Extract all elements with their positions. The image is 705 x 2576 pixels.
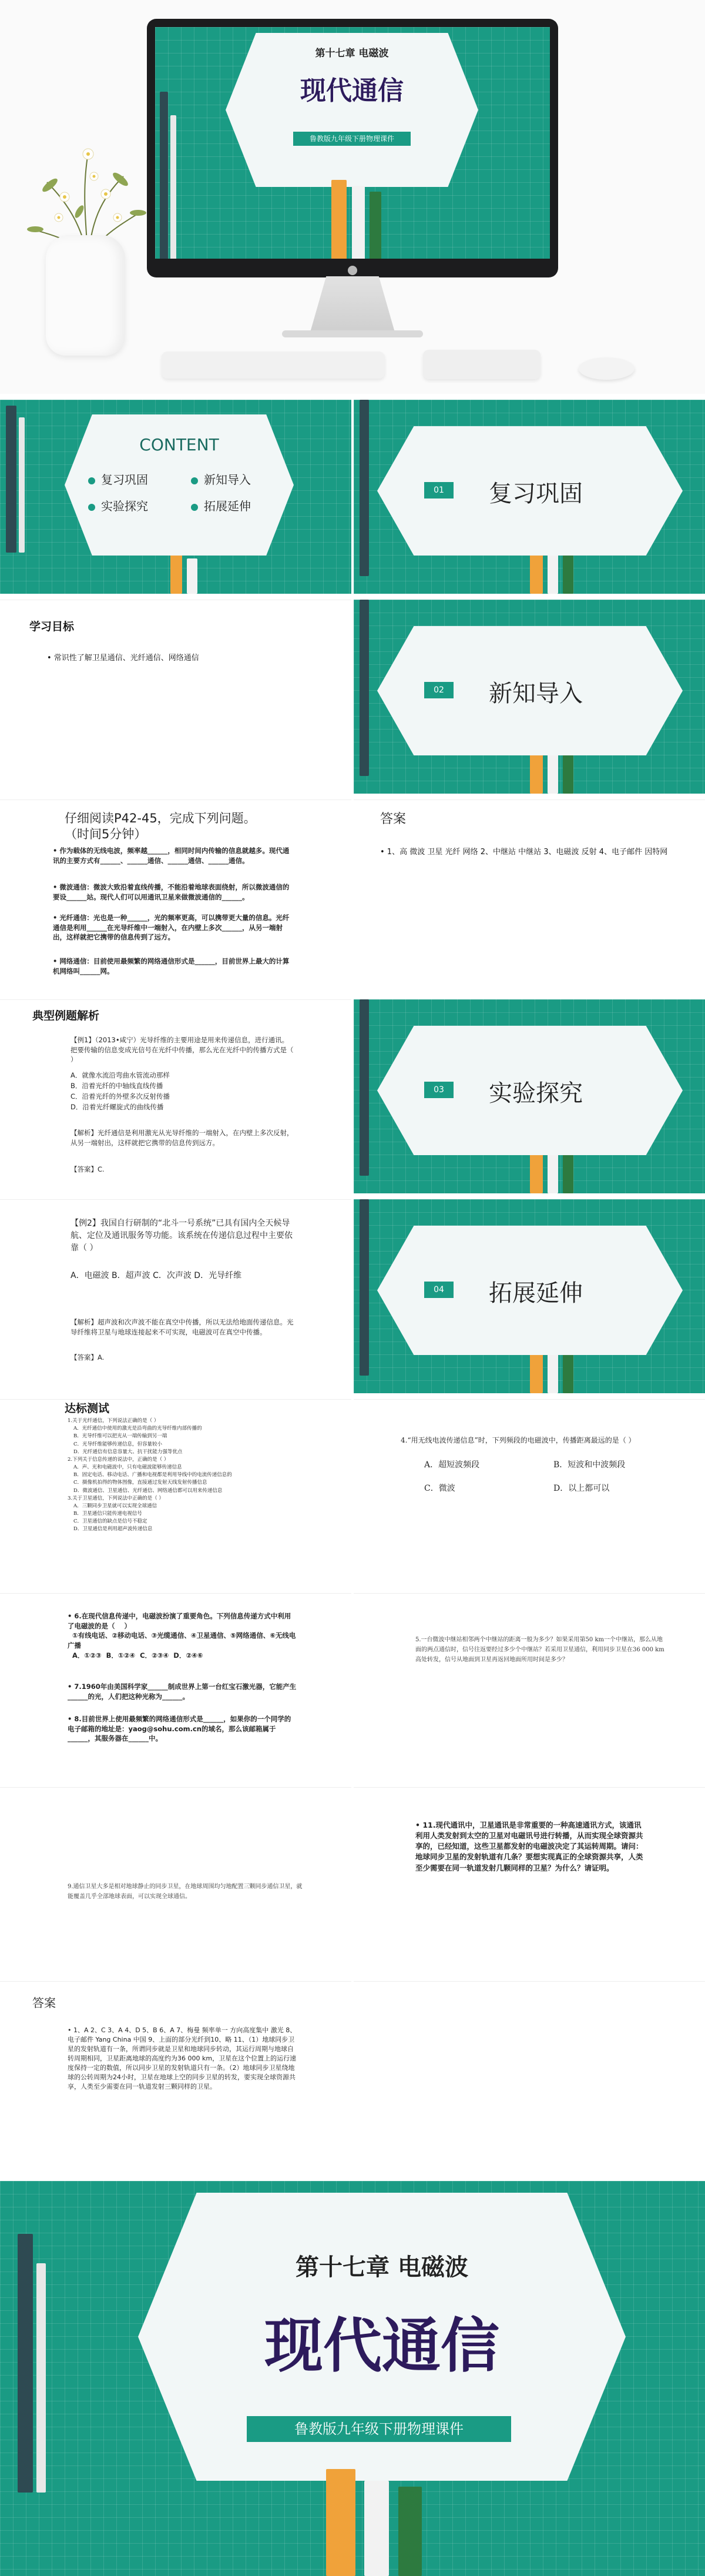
apple-icon: [348, 266, 357, 275]
example-option: B．沿着光纤的中轴线直线传播: [70, 1082, 163, 1090]
slide-section-02[interactable]: [354, 600, 705, 794]
example-analysis: 【解析】光纤通信是利用激光从光导纤维的一端射入，在内壁上多次反射，从另一端射出，这样就把它携带的信息传到远方。: [70, 1129, 294, 1147]
reading-item: • 作为载体的无线电波，频率越______，相同时间内传输的信息就越多。现代通讯的主要方式有______、______通信、______通信、______通信。: [53, 847, 290, 865]
section-name: 实验探究: [489, 1080, 583, 1107]
test-line: D．微波通信、卫星通信、光纤通信、网络通信都可以用来传递信息: [73, 1487, 223, 1494]
slide-q4[interactable]: [354, 1399, 705, 1587]
slide-example-1[interactable]: [0, 999, 351, 1193]
pencil-decoration: [331, 180, 347, 259]
slide-q11[interactable]: [354, 1787, 705, 1975]
pencil-decoration: [170, 115, 176, 259]
pencil-decoration: [360, 999, 369, 1176]
reading-item: • 网络通信：目前使用最频繁的网络通信形式是______，目前世界上最大的计算机网络叫______网。: [53, 957, 290, 975]
pencil-decoration: [187, 558, 197, 594]
section-name: 拓展延伸: [489, 1280, 583, 1307]
bullet-dot-icon: [88, 477, 95, 484]
pencil-decoration: [170, 553, 182, 594]
q4-option: B．短波和中波频段: [553, 1460, 626, 1470]
pencil-decoration: [352, 186, 365, 259]
example-answer: 【答案】C.: [70, 1165, 105, 1173]
monitor-stand: [306, 276, 400, 332]
test-line: C．光导纤维能够传递信息，但容量较小: [73, 1441, 163, 1447]
monitor-base: [282, 330, 423, 337]
goals-title: 学习目标: [29, 620, 75, 633]
q5-question: 5.一台微波中继站相邻两个中继站的距离一般为多少？如果采用第50 km一个中继站，那么从地面的两点通信时，信号往返要经过多少个中继站？若采用卫星通信，利用同步卫星在36 000 km高处转发，信号从地面到卫星再返回地面所用时间是多少？: [415, 1637, 664, 1663]
slide-answer-1[interactable]: [354, 799, 705, 993]
cover-title: 现代通信: [300, 76, 404, 106]
example-option: C．沿着光纤的外壁多次反射传播: [70, 1092, 170, 1100]
test-line: 1.关于光纤通信，下列说法正确的是（ ）: [68, 1418, 159, 1424]
q9-question: 9.通信卫星大多是相对地球静止的同步卫星，在地球周围均匀地配置三颗同步通信卫星，就能覆盖几乎全部地球表面，可以实现全球通信。: [68, 1884, 303, 1900]
test-line: C．卫星通信的缺点是信号不稳定: [73, 1518, 147, 1525]
bullet-dot-icon: [88, 504, 95, 511]
test-line: A．三颗同步卫星就可以实现全球通信: [73, 1503, 157, 1509]
q4-option: C．微波: [424, 1484, 455, 1493]
contents-item[interactable]: 实验探究: [88, 497, 148, 514]
contents-item[interactable]: 拓展延伸: [191, 497, 251, 514]
example-analysis: 【解析】超声波和次声波不能在真空中传播，所以无法给地面传递信息。光导纤维将卫星与地球连接起来不可实现，电磁波可在真空中传播。: [70, 1318, 294, 1336]
fill-question: • 8.目前世界上使用最频繁的网络通信形式是______，如果你的一个同学的电子邮箱的地址是：yaog@sohu.com.cn的域名，那么该邮箱属于______，其服务器在______中。: [68, 1715, 291, 1743]
vase: [46, 235, 125, 356]
hero-mockup: [0, 0, 705, 394]
slide-section-04[interactable]: [354, 1199, 705, 1393]
slide-example-2[interactable]: [0, 1199, 351, 1393]
section-number-badge: 01: [424, 482, 454, 499]
example-title: 典型例题解析: [32, 1009, 100, 1022]
example-options: A．电磁波 B．超声波 C．次声波 D．光导纤维: [70, 1271, 242, 1280]
section-name: 复习巩固: [489, 480, 583, 507]
slide-q5[interactable]: [354, 1593, 705, 1781]
cover-title: 现代通信: [264, 2311, 499, 2380]
answer-title: 答案: [32, 1996, 56, 2010]
slide-blank[interactable]: [354, 1981, 705, 2175]
section-name: 新知导入: [489, 680, 583, 707]
test-line: 3.关于卫星通信，下列说法中正确的是（ ）: [68, 1495, 164, 1501]
pencil-decoration: [19, 417, 25, 553]
reading-item: • 微波通信：微波大致沿着直线传播，不能沿着地球表面绕射，所以微波通信的要设______站。现代人们可以用通讯卫星来做微波通信的______。: [53, 883, 290, 901]
slide-goals[interactable]: [0, 600, 351, 794]
test-line: A．光纤通信中使用的激光是沿弯曲的光导纤维内部传播的: [73, 1426, 202, 1432]
reading-time: （时间5分钟）: [65, 827, 147, 841]
example-option: A．就像水流沿弯曲水管流动那样: [70, 1071, 170, 1079]
slide-contents[interactable]: [0, 400, 351, 594]
q11-question: • 11.现代通讯中，卫星通讯是非常重要的一种高速通讯方式，该通讯利用人类发射到太空的卫星对电磁讯号进行转播，从而实现全球资源共享的，已经知道，这些卫星都发射的电磁波决定了其运转周期。请问：地球同步卫星的发射轨道有几条？要想实现真正的全球资源共享，人类至少需要在同一轨道发射几颗同样的卫星？为什么？请证明。: [415, 1821, 643, 1872]
section-number-badge: 04: [424, 1282, 454, 1298]
test-line: B．卫星通信只能传递电视信号: [73, 1511, 142, 1517]
q4-question: 4.“用无线电波传递信息”时，下列频段的电磁波中，传播距离最远的是（ ）: [401, 1436, 636, 1444]
trackpad: [423, 350, 540, 379]
test-line: A．声、光和电磁波中，只有电磁波能够传递信息: [73, 1464, 182, 1471]
slide-section-01[interactable]: [354, 400, 705, 594]
cover-chapter: 第十七章 电磁波: [296, 2253, 468, 2281]
fill-question: • 6.在现代信息传递中，电磁波扮演了重要角色。下列信息传递方式中利用了电磁波的是（ ） ①有线电话、②移动电话、③光缆通信、④卫星通信、⑤网络通信、⑥无线电广播 A．①②③ B．①②④ C．②③④ D．②④⑥: [68, 1612, 296, 1660]
fill-question: • 7.1960年由美国科学家______制成世界上第一台红宝石激光器，它能产生______的光，人们把这种光称为______。: [68, 1682, 297, 1701]
slide-section-03[interactable]: [354, 999, 705, 1193]
bullet-dot-icon: [191, 504, 198, 511]
slide-answer-2[interactable]: [0, 1981, 351, 2175]
pencil-decoration: [360, 600, 369, 776]
slide-test[interactable]: [0, 1399, 351, 1587]
pencil-decoration: [370, 192, 381, 259]
slide-q6-8[interactable]: [0, 1593, 351, 1781]
q4-option: A．超短波频段: [424, 1460, 480, 1470]
contents-item[interactable]: 新知导入: [191, 470, 251, 487]
contents-item[interactable]: 复习巩固: [88, 470, 148, 487]
section-number-badge: 03: [424, 1082, 454, 1098]
pencil-decoration: [6, 406, 16, 553]
bullet-dot-icon: [191, 477, 198, 484]
pencil-decoration: [326, 2469, 355, 2576]
example-question: 【例2】我国自行研制的“北斗一号系统”已具有国内全天候导航、定位及通讯服务等功能。该系统在传递信息过程中主要依靠（ ）: [70, 1219, 293, 1253]
pencil-decoration: [360, 1199, 369, 1376]
pencil-decoration: [360, 400, 369, 576]
example-question: 【例1】（2013•咸宁）光导纤维的主要用途是用来传递信息，进行通讯。把要传输的信息变成光信号在光纤中传播，那么光在光纤中的传播方式是（ ）: [70, 1036, 294, 1064]
answer-text: • 1、A 2、C 3、A 4、D 5、B 6、A 7、梅曼 频率单一 方向高度集中 激光 8、电子邮件 Yang China 中国 9、上面的部分光纤到10、略 11、（1）地球同步卫星的发射轨道有一条，所谓同步就是卫星和地球同步转动，其运行周期与地球自转周期相同，卫星距离地球的高度约为36 000 km，卫星在这个位置上的运行速度保持一定的数值，所以同步卫星的发射轨道只有一条。（2）地球同步卫星绕地球的公转周期为24小时，卫星在地球上空的同步卫星的转发，要实现全球资源共享，人类至少需要在同一轨道发射三颗同样的卫星。: [68, 2026, 297, 2090]
test-questions: [68, 1417, 303, 1534]
pencil-decoration: [364, 2481, 389, 2576]
answer-text: • 1、高 微波 卫星 光纤 网络 2、中继站 中继站 3、电磁波 反射 4、电子邮件 因特网: [380, 848, 668, 857]
section-number-badge: 02: [424, 682, 454, 698]
keyboard: [162, 352, 385, 379]
cover-subtitle: 鲁教版九年级下册物理课件: [247, 2416, 511, 2442]
pencil-decoration: [160, 92, 168, 259]
test-title: 达标测试: [65, 1402, 110, 1415]
test-line: B．光导纤维可以把光从一端传输到另一端: [73, 1433, 167, 1440]
monitor: [147, 19, 558, 277]
answer-title: 答案: [380, 812, 407, 827]
cover-subtitle: 鲁教版九年级下册物理课件: [293, 132, 411, 146]
q4-option: D．以上都可以: [553, 1484, 610, 1493]
slide-reading[interactable]: [0, 799, 351, 993]
contents-heading: CONTENT: [139, 435, 219, 454]
test-line: 2.下列关于信息传递的说法中，正确的是（ ）: [68, 1456, 169, 1463]
test-line: D．卫星通信是利用超声波传递信息: [73, 1526, 153, 1533]
pencil-decoration: [18, 2234, 33, 2493]
mouse: [579, 357, 634, 380]
test-line: B．固定电话、移动电话、广播和电视都是利用导线中的电流传递信息的: [73, 1472, 232, 1478]
goals-bullet: • 常识性了解卫星通信、光纤通信、网络通信: [47, 654, 199, 663]
test-line: C．摄像机拍得的物体图像，直接通过发射天线发射传播信息: [73, 1480, 207, 1486]
pencil-decoration: [398, 2487, 422, 2576]
reading-item: • 光纤通信：光也是一种______，光的频率更高，可以携带更大量的信息。光纤通信是利用______在光导纤维中一端射入，在内壁上多次______，从另一端射出，这样就把它携带的信息传到了远方。: [53, 914, 290, 942]
example-option: D．沿着光纤螺旋式的曲线传播: [70, 1103, 164, 1111]
cover-chapter: 第十七章 电磁波: [315, 48, 389, 59]
pencil-decoration: [36, 2263, 46, 2493]
monitor-screen-slide: [155, 27, 550, 259]
test-line: D．光纤通信有信息容量大、抗干扰能力强等优点: [73, 1448, 183, 1455]
example-answer: 【答案】A.: [70, 1353, 105, 1361]
reading-title: 仔细阅读P42-45，完成下列问题。: [65, 811, 256, 825]
slide-cover-large[interactable]: [0, 2181, 705, 2576]
slide-q9[interactable]: [0, 1787, 351, 1975]
